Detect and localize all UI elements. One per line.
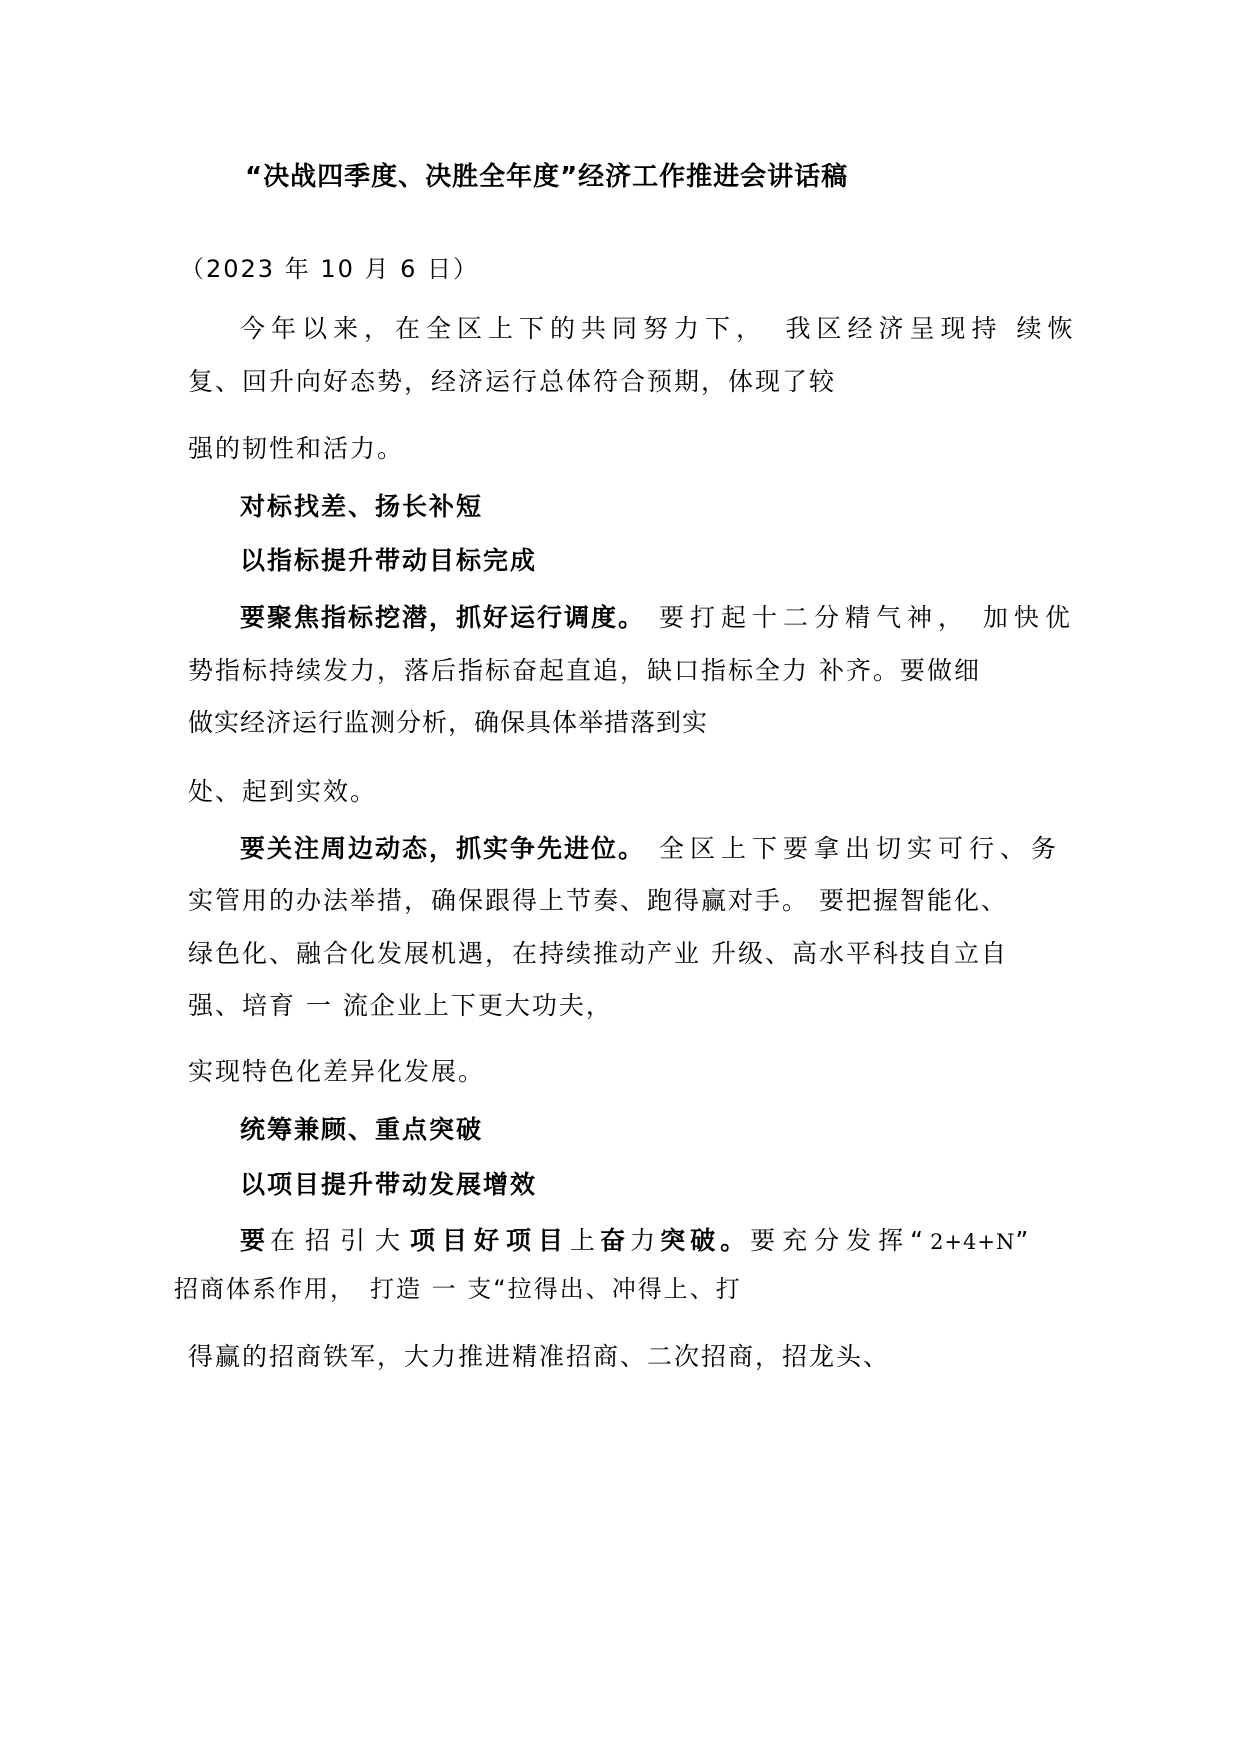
paragraph-4-seg-6: 力 xyxy=(630,1226,661,1255)
paragraph-2-line-3: 做实经济运行监测分析，确保具体举措落到实 xyxy=(188,708,709,737)
paragraph-2-line-1-rest: 要打起十二分精气神， 加快优 xyxy=(645,603,1076,632)
paragraph-3-line-5: 实现特色化差异化发展。 xyxy=(188,1057,486,1086)
paragraph-4-seg-3: 项目好项目 xyxy=(410,1226,571,1255)
paragraph-4-seg-1: 要 xyxy=(240,1226,271,1255)
paragraph-4-seg-2: 在招引大 xyxy=(270,1226,411,1255)
paragraph-3-line-1-rest: 全区上下要拿出切实可行、务 xyxy=(645,834,1062,863)
paragraph-2-lead: 要聚焦指标挖潜，抓好运行调度。 xyxy=(240,603,646,632)
paragraph-1-line-2: 复、回升向好态势，经济运行总体符合预期，体现了较 xyxy=(188,367,837,396)
paragraph-4-seg-7: 突破。 xyxy=(660,1226,751,1255)
section-2-heading-1: 统筹兼顾、重点突破 xyxy=(240,1115,484,1144)
paragraph-4-line-2: 招商体系作用， 打造 一 支“拉得出、冲得上、打 xyxy=(174,1275,742,1303)
paragraph-3-line-2: 实管用的办法举措，确保跟得上节奏、跑得赢对手。 要把握智能化、 xyxy=(188,886,1008,915)
paragraph-3-line-4: 强、培育 一 流企业上下更大功夫， xyxy=(188,991,613,1020)
paragraph-4-line-1 xyxy=(240,1224,1033,1259)
paragraph-4-line-3: 得赢的招商铁军，大力推进精准招商、二次招商，招龙头、 xyxy=(188,1342,891,1371)
section-2-heading-2: 以项目提升带动发展增效 xyxy=(240,1170,538,1199)
paragraph-2-line-2: 势指标持续发力，落后指标奋起直追，缺口指标全力 补齐。要做细 xyxy=(188,656,981,685)
paragraph-1-line-1: 今年以来，在全区上下的共同努力下， 我区经济呈现持 续恢 xyxy=(240,314,1079,343)
paragraph-3-line-1 xyxy=(240,832,1062,866)
section-1-heading-2: 以指标提升带动目标完成 xyxy=(240,546,538,575)
paragraph-2-line-4: 处、起到实效。 xyxy=(188,777,378,806)
paragraph-4-seg-10: ” xyxy=(1015,1226,1034,1255)
document-date: （2023 年 10 月 6 日） xyxy=(180,255,480,283)
paragraph-1-line-3: 强的韧性和活力。 xyxy=(188,434,405,463)
paragraph-4-seg-9: 2+4+N xyxy=(930,1230,1016,1254)
document-title: “决战四季度、决胜全年度”经济工作推进会讲话稿 xyxy=(245,162,849,192)
paragraph-2-line-1 xyxy=(240,601,1076,635)
paragraph-4-seg-5: 奋 xyxy=(600,1226,631,1255)
paragraph-4-seg-4: 上 xyxy=(570,1226,601,1255)
paragraph-3-lead: 要关注周边动态，抓实争先进位。 xyxy=(240,834,646,863)
paragraph-4-seg-8: 要充分发挥“ xyxy=(750,1226,931,1255)
section-1-heading-1: 对标找差、扬长补短 xyxy=(240,492,484,521)
paragraph-3-line-3: 绿色化、融合化发展机遇，在持续推动产业 升级、高水平科技自立自 xyxy=(188,939,1008,968)
